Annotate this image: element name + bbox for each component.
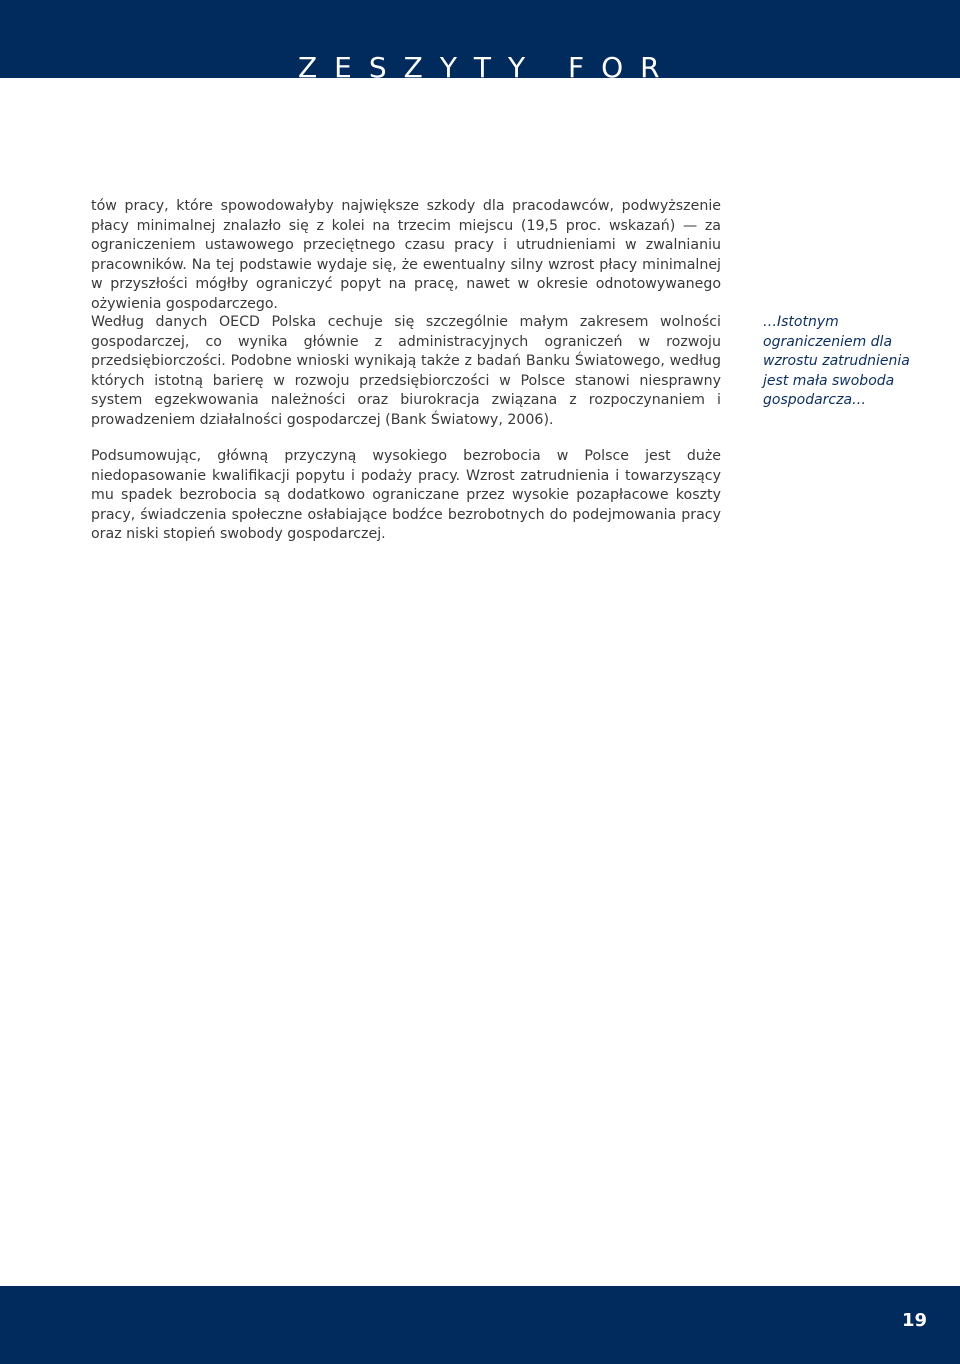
body-paragraph: Podsumowując, główną przyczyną wysokiego bezrobocia w Polsce jest duże niedopasowanie kwalifikacji popytu i podaży pracy. Wzrost zatrudnienia i towarzyszący mu spadek bezrobocia są dodatkowo ograniczane przez wysokie pozapłacowe koszty pracy, świadczenia społeczne osłabiające bodźce bezrobotnych do podejmowania pracy oraz niski stopień swobody gospodarczej. <box>91 448 721 542</box>
pull-quote: …Istotnym ograniczeniem dla wzrostu zatrudnienia jest mała swoboda gospodarcza… <box>763 314 910 408</box>
body-paragraph: Według danych OECD Polska cechuje się szczególnie małym zakresem wolności gospodarczej, co wynika głównie z administracyjnych ograniczeń w rozwoju przedsiębiorczości. Podobne wnioski wynikają także z badań Banku Światowego, według których istotną barierę w rozwoju przedsiębiorczości w Polsce stanowi niesprawny system egzekwowania należności oraz biurokracja związana z rozpoczynaniem i prowadzeniem działalności gospodarczej (Bank Światowy, 2006). <box>91 314 721 428</box>
page-number: 19 <box>901 1310 927 1331</box>
body-paragraph: tów pracy, które spowodowałyby największe szkody dla pracodawców, podwyższenie płacy minimalnej znalazło się z kolei na trzecim miejscu (19,5 proc. wskazań) — za ograniczeniem ustawowego przeciętnego czasu pracy i utrudnieniami w zwalnianiu pracowników. Na tej podstawie wydaje się, że ewentualny silny wzrost płacy minimalnej w przyszłości mógłby ograniczyć popyt na pracę, nawet w okresie odnotowywanego ożywienia gospodarczego. <box>91 198 721 312</box>
footer-bar <box>0 1286 960 1364</box>
journal-title: ZESZYTY FOR <box>298 51 677 84</box>
